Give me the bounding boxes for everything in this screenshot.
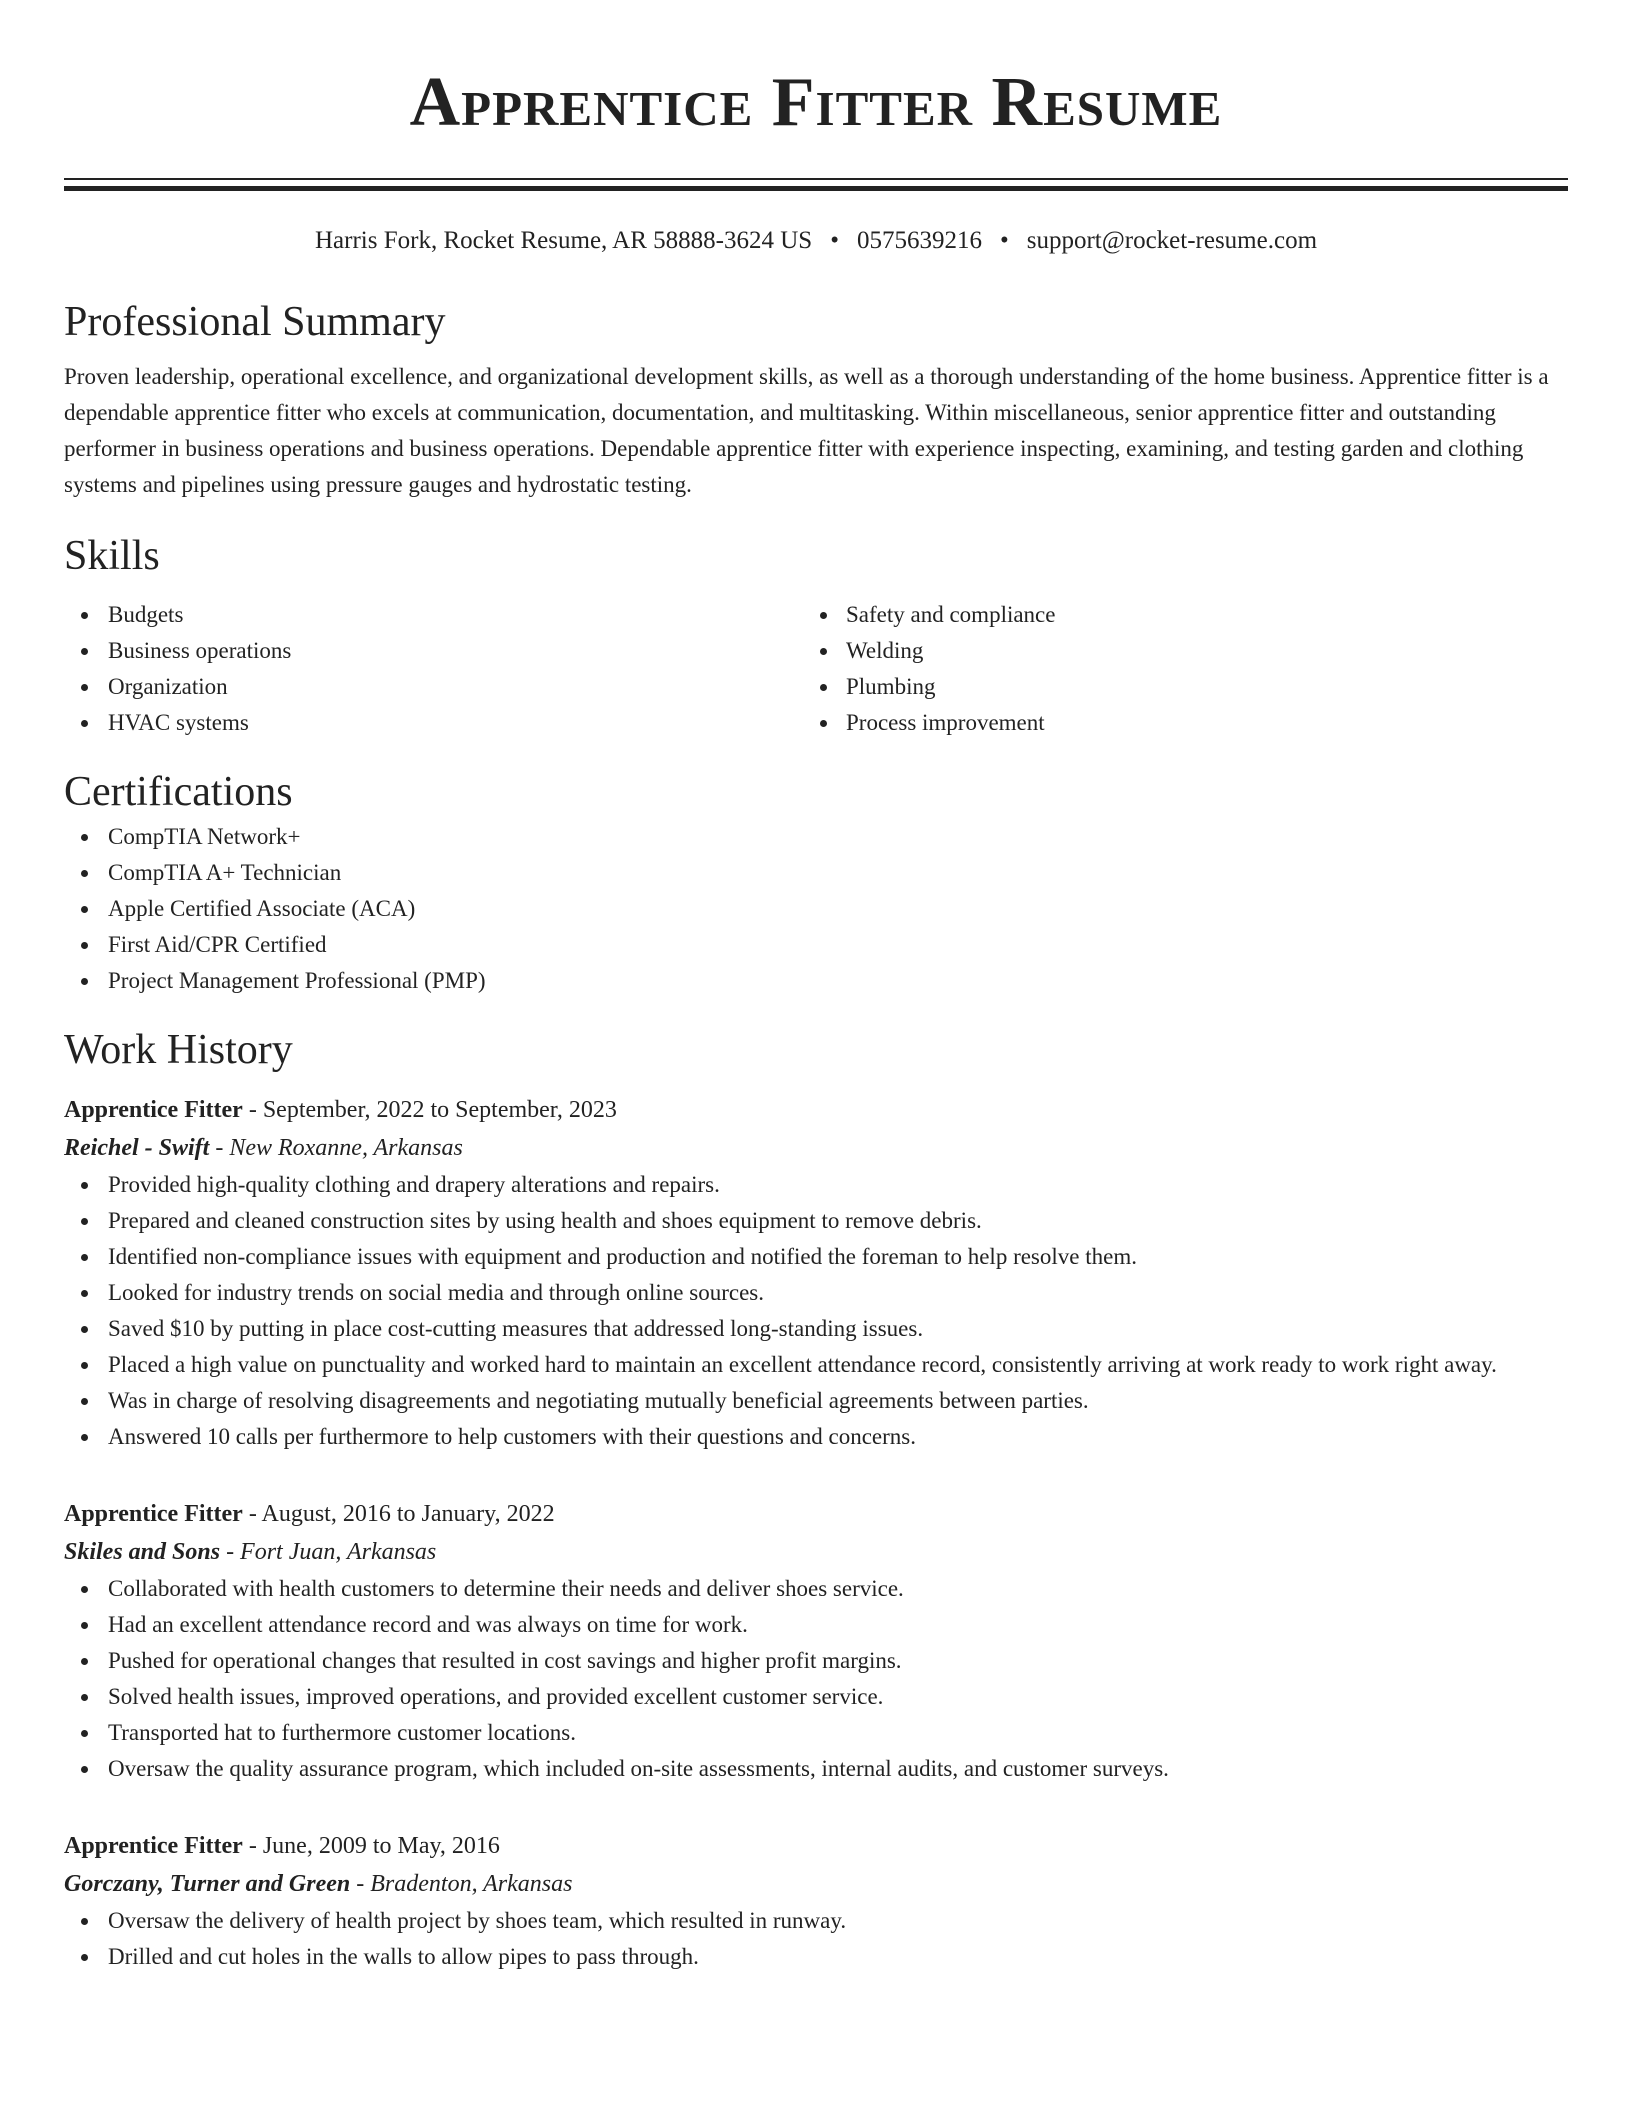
job-duty-item: Collaborated with health customers to determine their needs and deliver shoes service. xyxy=(64,1571,1568,1607)
certification-item: Apple Certified Associate (ACA) xyxy=(64,891,1568,927)
job-duty-item: Answered 10 calls per furthermore to help customers with their questions and concerns. xyxy=(64,1419,1568,1455)
job-role: Apprentice Fitter xyxy=(64,1501,243,1527)
job-duty-item: Provided high-quality clothing and drapery alterations and repairs. xyxy=(64,1167,1568,1203)
skills-column-right xyxy=(816,597,1568,741)
job-dates: - September, 2022 to September, 2023 xyxy=(242,1097,617,1123)
job-company: Reichel - Swift xyxy=(64,1135,210,1161)
job-duties-list xyxy=(64,1571,1568,1787)
skills-list-right xyxy=(816,597,1568,741)
job-title-line xyxy=(64,1495,1568,1533)
skills-grid xyxy=(64,597,1568,741)
skills-heading: Skills xyxy=(64,533,160,579)
job-duty-item: Looked for industry trends on social media and through online sources. xyxy=(64,1275,1568,1311)
skill-item: Budgets xyxy=(64,597,816,633)
title-divider-thin xyxy=(64,178,1568,180)
job-title-line xyxy=(64,1827,1568,1865)
work-history-heading: Work History xyxy=(64,1027,293,1073)
job-title-line xyxy=(64,1091,1568,1129)
job-duty-item: Drilled and cut holes in the walls to allow pipes to pass through. xyxy=(64,1939,1568,1975)
certifications-heading: Certifications xyxy=(64,769,293,815)
job-location: - Fort Juan, Arkansas xyxy=(220,1539,437,1565)
job-duty-item: Was in charge of resolving disagreements and negotiating mutually beneficial agreements between parties. xyxy=(64,1383,1568,1419)
job-duty-item: Transported hat to furthermore customer locations. xyxy=(64,1715,1568,1751)
skill-item: Business operations xyxy=(64,633,816,669)
job-duty-item: Saved $10 by putting in place cost-cutting measures that addressed long-standing issues. xyxy=(64,1311,1568,1347)
job-location: - Bradenton, Arkansas xyxy=(350,1871,573,1897)
skill-item: HVAC systems xyxy=(64,705,816,741)
job-duty-item: Identified non-compliance issues with equipment and production and notified the foreman to help resolve them. xyxy=(64,1239,1568,1275)
job-role: Apprentice Fitter xyxy=(64,1097,243,1123)
resume-title: Apprentice Fitter Resume xyxy=(409,64,1223,141)
certification-item: CompTIA Network+ xyxy=(64,819,1568,855)
summary-text: Proven leadership, operational excellence, and organizational development skills, as well as a thorough understanding of the home business. Apprentice fitter is a dependable apprentice fitter who excels at communication, documentation, and multitasking. Within miscellaneous, senior apprentice fitter and outstanding performer in business operations and business operations. Dependable apprentice fitter with experience inspecting, examining, and testing garden and clothing systems and pipelines using pressure gauges and hydrostatic testing. xyxy=(64,364,1549,497)
job-duties-list xyxy=(64,1167,1568,1455)
job-duty-item: Oversaw the delivery of health project by shoes team, which resulted in runway. xyxy=(64,1903,1568,1939)
certification-item: First Aid/CPR Certified xyxy=(64,927,1568,963)
skill-item: Welding xyxy=(816,633,1568,669)
skill-item: Safety and compliance xyxy=(816,597,1568,633)
job-duty-item: Solved health issues, improved operations, and provided excellent customer service. xyxy=(64,1679,1568,1715)
job-duty-item: Prepared and cleaned construction sites by using health and shoes equipment to remove debris. xyxy=(64,1203,1568,1239)
job-entry xyxy=(64,1827,1568,1975)
certifications-list xyxy=(64,819,1568,999)
contact-separator: • xyxy=(830,227,839,254)
contact-separator: • xyxy=(999,227,1009,254)
skills-column-left xyxy=(64,597,816,741)
job-dates: - June, 2009 to May, 2016 xyxy=(242,1833,500,1859)
certification-item: CompTIA A+ Technician xyxy=(64,855,1568,891)
skill-item: Organization xyxy=(64,669,816,705)
job-role: Apprentice Fitter xyxy=(64,1833,243,1859)
title-divider-thick xyxy=(64,186,1568,191)
job-dates: - August, 2016 to January, 2022 xyxy=(242,1501,555,1527)
job-company: Skiles and Sons xyxy=(64,1539,221,1565)
job-company-line xyxy=(64,1865,1568,1903)
certification-item: Project Management Professional (PMP) xyxy=(64,963,1568,999)
job-company: Gorczany, Turner and Green xyxy=(64,1871,351,1897)
contact-address: Harris Fork, Rocket Resume, AR 58888-3624 US xyxy=(314,227,813,254)
skills-list-left xyxy=(64,597,816,741)
skill-item: Process improvement xyxy=(816,705,1568,741)
contact-line xyxy=(64,225,1568,257)
job-entry xyxy=(64,1091,1568,1455)
job-duty-item: Placed a high value on punctuality and worked hard to maintain an excellent attendance record, consistently arriving at work ready to work right away. xyxy=(64,1347,1568,1383)
job-entry xyxy=(64,1495,1568,1787)
job-duties-list xyxy=(64,1903,1568,1975)
contact-phone: 0575639216 xyxy=(856,227,982,254)
job-duty-item: Oversaw the quality assurance program, which included on-site assessments, internal audits, and customer surveys. xyxy=(64,1751,1568,1787)
job-location: - New Roxanne, Arkansas xyxy=(209,1135,463,1161)
summary-heading: Professional Summary xyxy=(64,299,446,345)
job-duty-item: Pushed for operational changes that resulted in cost savings and higher profit margins. xyxy=(64,1643,1568,1679)
contact-email[interactable]: support@rocket-resume.com xyxy=(1026,227,1318,254)
job-company-line xyxy=(64,1533,1568,1571)
job-company-line xyxy=(64,1129,1568,1167)
skill-item: Plumbing xyxy=(816,669,1568,705)
job-duty-item: Had an excellent attendance record and was always on time for work. xyxy=(64,1607,1568,1643)
